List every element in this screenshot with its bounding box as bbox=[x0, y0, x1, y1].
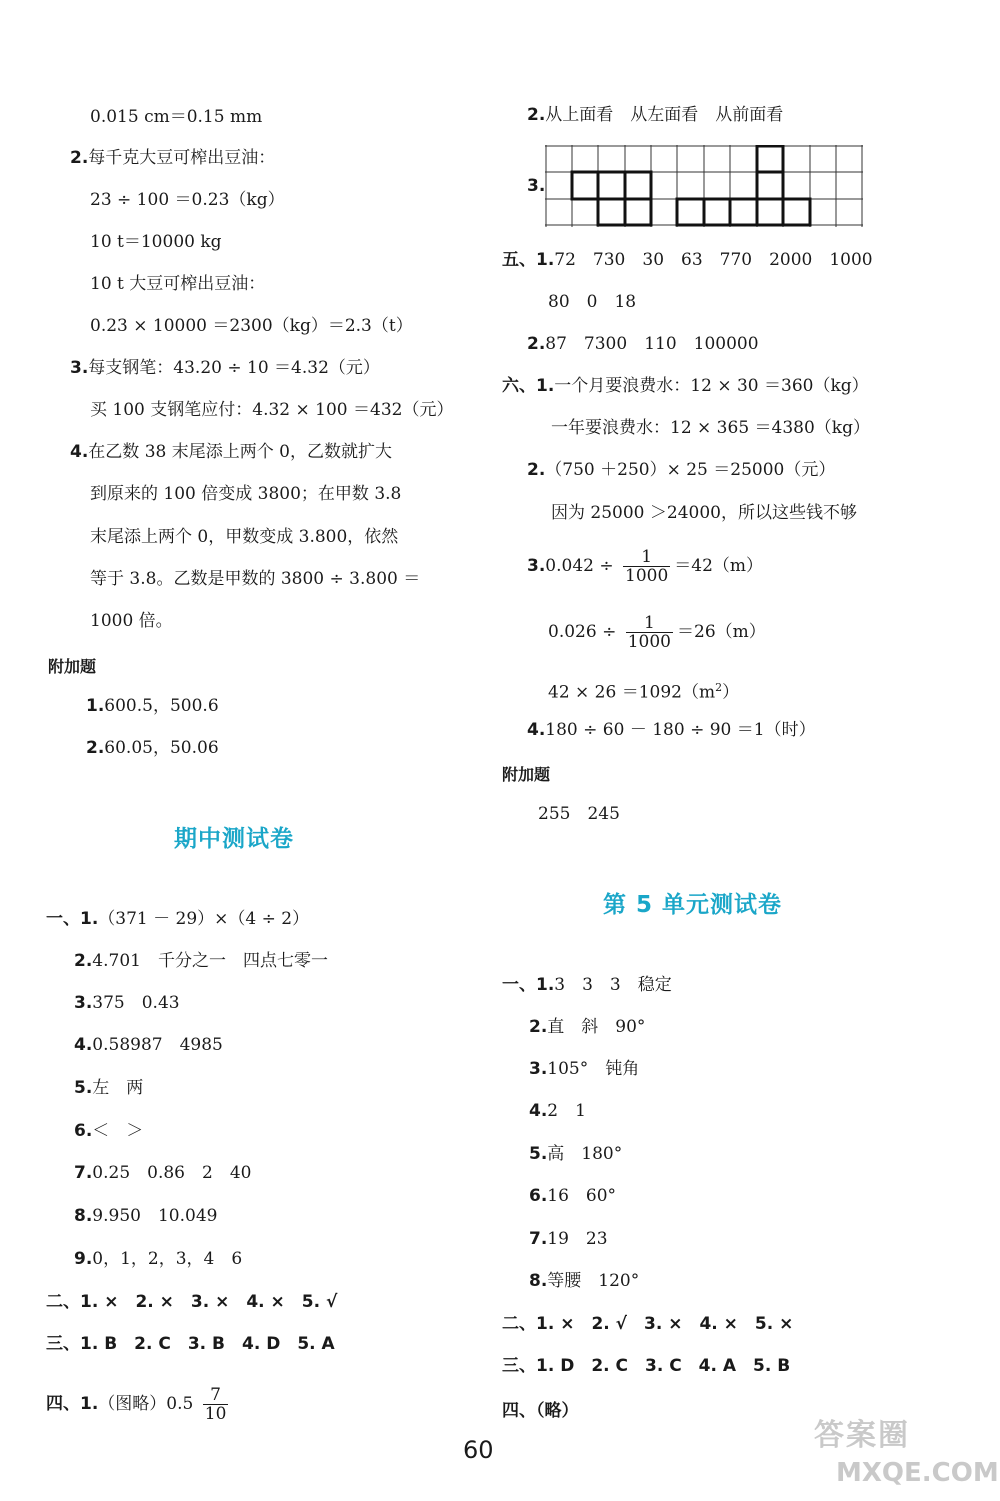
right-s6-q3c bbox=[548, 677, 739, 704]
left-q2-l3: 10 t 大豆可榨出豆油： bbox=[90, 274, 266, 294]
top-view-shape bbox=[572, 172, 651, 225]
right-s6-q1 bbox=[502, 375, 869, 397]
mid-q8 bbox=[74, 1205, 217, 1227]
mid-q2-text: 4.701 千分之一 四点七零一 bbox=[92, 951, 328, 971]
right-q2-num: 2. bbox=[527, 105, 546, 125]
unit5-q6-num: 6. bbox=[529, 1186, 548, 1206]
left-line-1: 0.015 cm＝0.15 mm bbox=[90, 107, 263, 127]
left-q4-l4: 等于 3.8。乙数是甲数的 3800 ÷ 3.800 ＝ bbox=[90, 569, 421, 589]
mid-q6 bbox=[74, 1120, 143, 1142]
right-s5-l2: 80 0 18 bbox=[548, 292, 637, 312]
mid-s4-frac-den: 10 bbox=[204, 1404, 227, 1424]
unit5-title: 第 5 单元测试卷 bbox=[603, 892, 783, 918]
left-extra-a1-text: 600.5，500.6 bbox=[104, 696, 219, 716]
left-q3-num: 3. bbox=[70, 358, 89, 378]
right-q3b-fraction bbox=[626, 614, 673, 651]
unit5-q3-text: 105° 钝角 bbox=[547, 1059, 640, 1079]
unit5-q3 bbox=[529, 1058, 639, 1080]
right-q2 bbox=[527, 104, 783, 126]
mid-section-3: 三、1. B 2. C 3. B 4. D 5. A bbox=[46, 1334, 335, 1354]
left-view-shape bbox=[677, 199, 730, 225]
unit5-q2-text: 直 斜 90° bbox=[547, 1017, 646, 1037]
left-extra-title: 附加题 bbox=[48, 657, 97, 676]
right-s6-q3a-pre: 0.042 ÷ bbox=[545, 556, 614, 576]
mid-q8-num: 8. bbox=[74, 1206, 93, 1226]
right-q3b-frac-num: 1 bbox=[626, 614, 673, 633]
unit5-q4-text: 2 1 bbox=[547, 1101, 586, 1121]
right-s6-q3a bbox=[527, 548, 763, 585]
unit5-q7-text: 19 23 bbox=[547, 1229, 608, 1249]
right-s6-q4-text: 180 ÷ 60 － 180 ÷ 90 ＝1（时） bbox=[545, 720, 816, 740]
mid-q2 bbox=[74, 950, 328, 972]
right-s6-q3b-post: ＝26（m） bbox=[677, 622, 766, 642]
unit5-q5-text: 高 180° bbox=[547, 1144, 623, 1164]
right-s6-q3c-sup: 2 bbox=[715, 681, 723, 694]
mid-s4-label: 四、1. bbox=[46, 1394, 99, 1414]
right-s5-l1: 72 730 30 63 770 2000 1000 bbox=[554, 250, 873, 270]
left-extra-a2-text: 60.05，50.06 bbox=[104, 738, 219, 758]
right-q3a-fraction bbox=[623, 548, 670, 585]
left-q4-num: 4. bbox=[70, 442, 89, 462]
mid-s4-frac-num: 7 bbox=[203, 1386, 229, 1405]
right-s6-q3b-pre: 0.026 ÷ bbox=[548, 622, 617, 642]
right-s6-q2 bbox=[527, 459, 835, 481]
unit5-q3-num: 3. bbox=[529, 1059, 548, 1079]
unit5-q5 bbox=[529, 1143, 622, 1165]
unit5-q2-num: 2. bbox=[529, 1017, 548, 1037]
mid-s4-fraction bbox=[203, 1386, 229, 1423]
mid-q8-text: 9.950 10.049 bbox=[92, 1206, 218, 1226]
left-q4-l2: 到原来的 100 倍变成 3800；在甲数 3.8 bbox=[90, 484, 402, 504]
unit5-q2 bbox=[529, 1016, 645, 1038]
mid-q3-num: 3. bbox=[74, 993, 93, 1013]
left-q4-l1: 在乙数 38 末尾添上两个 0，乙数就扩大 bbox=[88, 442, 392, 462]
right-s6-q3c-text: 42 × 26 ＝1092（m bbox=[548, 682, 716, 703]
unit5-q8-text: 等腰 120° bbox=[547, 1271, 640, 1291]
unit5-q5-num: 5. bbox=[529, 1144, 548, 1164]
unit5-q7-num: 7. bbox=[529, 1229, 548, 1249]
left-q3 bbox=[70, 357, 380, 379]
mid-section-2: 二、1. × 2. × 3. × 4. × 5. √ bbox=[46, 1292, 338, 1312]
mid-q6-num: 6. bbox=[74, 1121, 93, 1141]
right-s6-l2: 一年要浪费水：12 × 365 ＝4380（kg） bbox=[551, 418, 870, 438]
unit5-q6 bbox=[529, 1185, 616, 1207]
mid-q4-num: 4. bbox=[74, 1035, 93, 1055]
mid-q3 bbox=[74, 992, 180, 1014]
right-s6-q3a-post: ＝42（m） bbox=[674, 556, 764, 576]
mid-s4-text: （图略）0.5 bbox=[98, 1394, 194, 1414]
left-q2-title: 每千克大豆可榨出豆油： bbox=[88, 148, 276, 168]
right-extra-answers: 255 245 bbox=[538, 804, 620, 824]
left-q2 bbox=[70, 147, 275, 169]
unit5-section-4: 四、（略） bbox=[502, 1401, 579, 1421]
right-s6-q3-num: 3. bbox=[527, 556, 546, 576]
right-s5-q2-text: 87 7300 110 100000 bbox=[545, 334, 759, 354]
mid-s1-q1-text: （371 － 29）×（4 ÷ 2） bbox=[98, 909, 310, 929]
mid-q5 bbox=[74, 1077, 143, 1099]
midterm-title: 期中测试卷 bbox=[174, 826, 294, 852]
left-extra-a2 bbox=[86, 737, 219, 759]
unit5-s1-label: 一、1. bbox=[502, 975, 555, 995]
mid-q7-text: 0.25 0.86 2 40 bbox=[92, 1163, 252, 1183]
unit5-q4 bbox=[529, 1100, 586, 1122]
mid-section-4 bbox=[46, 1386, 232, 1423]
mid-q7 bbox=[74, 1162, 251, 1184]
unit5-s1-q1 bbox=[502, 974, 672, 996]
left-q4 bbox=[70, 441, 392, 463]
right-s6-label: 六、1. bbox=[502, 376, 555, 396]
mid-s1-label: 一、1. bbox=[46, 909, 99, 929]
left-q4-l3: 末尾添上两个 0，甲数变成 3.800，依然 bbox=[90, 527, 399, 547]
page-number: 60 bbox=[463, 1436, 494, 1464]
mid-q9-text: 0，1，2，3，4 6 bbox=[92, 1249, 243, 1269]
watermark-url: MXQE.COM bbox=[836, 1458, 999, 1488]
right-s6-l1: 一个月要浪费水：12 × 30 ＝360（kg） bbox=[554, 376, 869, 396]
left-extra-a1-num: 1. bbox=[86, 696, 105, 716]
right-s6-q2-num: 2. bbox=[527, 460, 546, 480]
unit5-q6-text: 16 60° bbox=[547, 1186, 617, 1206]
mid-q4 bbox=[74, 1034, 223, 1056]
view-grid-diagram bbox=[545, 145, 863, 227]
left-q3-l2: 买 100 支钢笔应付：4.32 × 100 ＝432（元） bbox=[90, 400, 454, 420]
right-q3a-frac-num: 1 bbox=[623, 548, 670, 567]
mid-q3-text: 375 0.43 bbox=[92, 993, 180, 1013]
mid-q7-num: 7. bbox=[74, 1163, 93, 1183]
unit5-s1-q1-text: 3 3 3 稳定 bbox=[554, 975, 672, 995]
left-q2-num: 2. bbox=[70, 148, 89, 168]
mid-q6-text: ＜ ＞ bbox=[92, 1121, 144, 1141]
right-s5-q2-num: 2. bbox=[527, 334, 546, 354]
right-s6-q3c-end: ） bbox=[722, 682, 740, 703]
right-s6-q4 bbox=[527, 719, 816, 741]
left-q3-l1: 每支钢笔：43.20 ÷ 10 ＝4.32（元） bbox=[88, 358, 380, 378]
mid-q5-num: 5. bbox=[74, 1078, 93, 1098]
right-s5-q2 bbox=[527, 333, 759, 355]
left-q4-l5: 1000 倍。 bbox=[90, 611, 173, 631]
unit5-q7 bbox=[529, 1228, 608, 1250]
right-q3a-frac-den: 1000 bbox=[625, 566, 669, 586]
mid-q2-num: 2. bbox=[74, 951, 93, 971]
right-s6-q2b: 因为 25000 ＞24000，所以这些钱不够 bbox=[551, 503, 857, 523]
left-q2-l1: 23 ÷ 100 ＝0.23（kg） bbox=[90, 190, 285, 210]
mid-q9 bbox=[74, 1248, 242, 1270]
unit5-section-2: 二、1. × 2. √ 3. × 4. × 5. × bbox=[502, 1314, 794, 1334]
right-q3-num: 3. bbox=[527, 176, 546, 196]
front-view-shape bbox=[730, 146, 810, 225]
right-s5-q1 bbox=[502, 249, 873, 271]
mid-q4-text: 0.58987 4985 bbox=[92, 1035, 223, 1055]
unit5-q8-num: 8. bbox=[529, 1271, 548, 1291]
right-s6-q3b bbox=[548, 614, 766, 651]
watermark-logo: 答案圈 bbox=[814, 1418, 910, 1453]
unit5-section-3: 三、1. D 2. C 3. C 4. A 5. B bbox=[502, 1356, 791, 1376]
right-q2-text: 从上面看 从左面看 从前面看 bbox=[545, 105, 784, 125]
unit5-q8 bbox=[529, 1270, 639, 1292]
left-q2-l2: 10 t＝10000 kg bbox=[90, 232, 222, 252]
unit5-q4-num: 4. bbox=[529, 1101, 548, 1121]
right-s6-q4-num: 4. bbox=[527, 720, 546, 740]
right-s6-q2-text: （750 ＋250）× 25 ＝25000（元） bbox=[545, 460, 836, 480]
right-s5-label: 五、1. bbox=[502, 250, 555, 270]
left-extra-a2-num: 2. bbox=[86, 738, 105, 758]
right-extra-title: 附加题 bbox=[502, 765, 551, 784]
right-q3b-frac-den: 1000 bbox=[627, 632, 671, 652]
mid-s1-q1 bbox=[46, 908, 309, 930]
left-extra-a1 bbox=[86, 695, 219, 717]
left-q2-l4: 0.23 × 10000 ＝2300（kg）＝2.3（t） bbox=[90, 316, 413, 336]
mid-q9-num: 9. bbox=[74, 1249, 93, 1269]
mid-q5-text: 左 两 bbox=[92, 1078, 144, 1098]
